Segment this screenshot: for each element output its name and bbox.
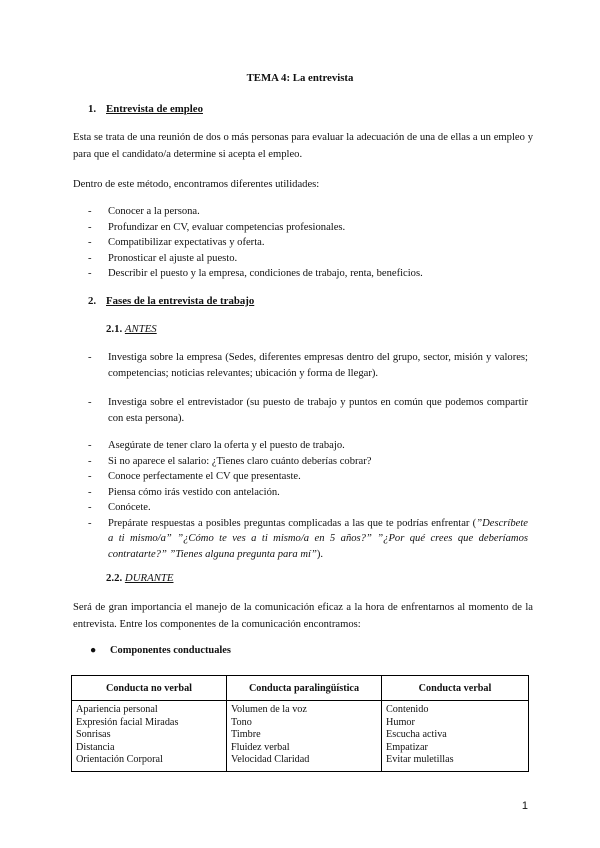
- bullet-dot-icon: ●: [90, 645, 97, 656]
- list-item: - Profundizar en CV, evaluar competencias profesionales.: [88, 220, 528, 236]
- subsection-2-1-number: 2.1.: [106, 323, 123, 335]
- list-item: - Conócete.: [88, 500, 528, 516]
- section-1-paragraph-1: Esta se trata de una reunión de dos o más personas para evaluar la adecuación de una de ellas a un empleo y para que el candidato/a determine si acepta el empleo.: [73, 132, 533, 160]
- page-number: 1: [521, 800, 528, 812]
- bullet-heading-text: Componentes conductuales: [110, 645, 231, 656]
- cell-line: Fluidez verbal: [231, 741, 290, 753]
- cell-line: Expresión facial Miradas: [76, 716, 179, 728]
- section-2-heading: [88, 295, 254, 307]
- cell-line: Escucha activa: [386, 729, 447, 741]
- questions-examples: ”Descríbete a ti mismo/a” ”¿Cómo te ves a ti mismo/a en 5 años?” ”¿Por qué crees que deberíamos contratarte?” ”Tienes alguna pregunta para mí”: [108, 517, 528, 560]
- section-1-heading: [88, 103, 203, 115]
- table-header-cell: Conducta no verbal: [72, 676, 227, 701]
- list-item: - Asegúrate de tener claro la oferta y el puesto de trabajo.: [88, 438, 528, 454]
- table-header-cell: Conducta verbal: [382, 676, 529, 701]
- list-item: - Pronosticar el ajuste al puesto.: [88, 251, 528, 267]
- subsection-2-2-paragraph: Será de gran importancia el manejo de la comunicación eficaz a la hora de enfrentarnos al momento de la entrevista. Entre los componentes de la comunicación encontramos:: [73, 602, 533, 630]
- cell-line: Velocidad Claridad: [231, 754, 310, 766]
- cell-line: Volumen de la voz: [231, 704, 307, 715]
- section-2-title: Fases de la entrevista de trabajo: [106, 295, 255, 307]
- list-item: - Investiga sobre el entrevistador (su puesto de trabajo y puntos en común que podemos compartir con esta persona).: [88, 395, 528, 426]
- cell-line: Empatizar: [386, 741, 428, 753]
- subsection-2-1-heading: [106, 323, 157, 335]
- bullet-heading: [90, 645, 231, 656]
- list-item: - Conocer a la persona.: [88, 204, 528, 220]
- list-item: - Piensa cómo irás vestido con antelación.: [88, 485, 528, 501]
- table-row: [72, 701, 529, 772]
- cell-line: Timbre: [231, 729, 261, 741]
- table-header-row: [72, 676, 529, 701]
- section-2-number: 2.: [88, 295, 97, 307]
- list-item: - Si no aparece el salario: ¿Tienes claro cuánto deberías cobrar?: [88, 454, 528, 470]
- antes-list-2: [88, 395, 528, 426]
- cell-line: Contenido: [386, 704, 429, 715]
- list-item: - Compatibilizar expectativas y oferta.: [88, 235, 528, 251]
- table-cell-verbal: [382, 701, 529, 772]
- table-cell-paralinguistic: [227, 701, 382, 772]
- table-header-cell: Conducta paralingüística: [227, 676, 382, 701]
- antes-list-3: [88, 438, 528, 562]
- subsection-2-2-label: DURANTE: [124, 572, 174, 584]
- cell-line: Tono: [231, 716, 252, 728]
- cell-line: Sonrisas: [76, 729, 111, 741]
- cell-line: Orientación Corporal: [76, 754, 163, 766]
- document-title: TEMA 4: La entrevista: [246, 72, 354, 84]
- section-1-number: 1.: [88, 103, 97, 115]
- cell-line: Apariencia personal: [76, 704, 158, 715]
- list-item: [88, 516, 528, 563]
- list-item: - Conoce perfectamente el CV que presentaste.: [88, 469, 528, 485]
- list-item: - Investiga sobre la empresa (Sedes, diferentes empresas dentro del grupo, sector, misión y valores; competencias; noticias relevantes; ubicación y forma de llegar).: [88, 350, 528, 381]
- cell-line: Distancia: [76, 741, 115, 753]
- components-table: [71, 675, 529, 772]
- list-item: - Describir el puesto y la empresa, condiciones de trabajo, renta, beneficios.: [88, 266, 528, 282]
- section-1-paragraph-2: Dentro de este método, encontramos diferentes utilidades:: [73, 179, 320, 190]
- subsection-2-2-number: 2.2.: [106, 572, 123, 584]
- table-cell-nonverbal: [72, 701, 227, 772]
- questions-intro: Prepárate respuestas a posibles preguntas complicadas a las que te podrías enfrentar (: [108, 517, 477, 529]
- cell-line: Humor: [386, 716, 415, 728]
- subsection-2-1-label: ANTES: [124, 323, 157, 335]
- section-1-title: Entrevista de empleo: [106, 103, 203, 115]
- cell-line: Evitar muletillas: [386, 754, 454, 766]
- subsection-2-2-heading: [106, 572, 174, 584]
- antes-list-1: [88, 350, 528, 381]
- utilities-list: [88, 204, 528, 282]
- questions-end: ).: [316, 548, 324, 560]
